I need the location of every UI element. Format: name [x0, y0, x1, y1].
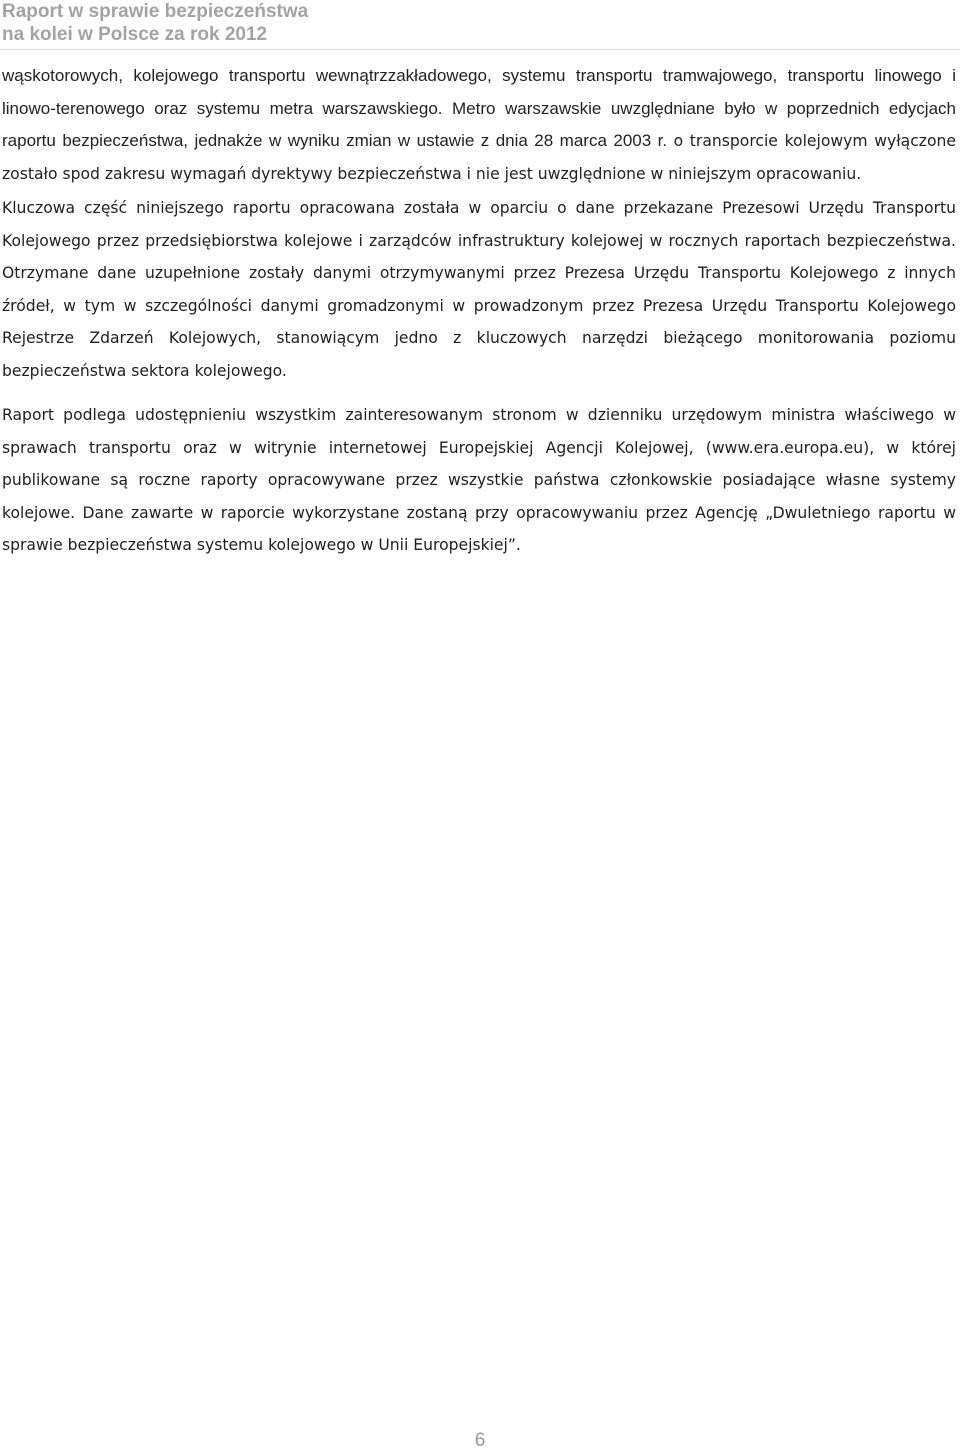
paragraph-1 — [2, 60, 956, 190]
paragraph-1-part-b: o transporcie kolejowym wyłączone zostało spod zakresu wymagań dyrektywy bezpieczeństwa i nie jest uwzględnione w niniejszym opracowaniu. — [2, 132, 957, 183]
paragraph-3: Raport podlega udostępnieniu wszystkim zainteresowanym stronom w dzienniku urzędowym ministra właściwego w sprawach transportu oraz w witrynie internetowej Europejskiej Agencji Kolejowej, (www.era.europa.eu), w której publikowane są roczne raporty opracowywane przez wszystkie państwa członkowskie posiadające własne systemy kolejowe. Dane zawarte w raporcie wykorzystane zostaną przy opracowywaniu przez Agencję „Dwuletniego raportu w sprawie bezpieczeństwa systemu kolejowego w Unii Europejskiej”. — [2, 406, 956, 554]
paragraph-2: Kluczowa część niniejszego raportu opracowana została w oparciu o dane przekazane Prezesowi Urzędu Transportu Kolejowego przez przedsiębiorstwa kolejowe i zarządców infrastruktury kolejowej w rocznych raportach bezpieczeństwa. Otrzymane dane uzupełnione zostały danymi otrzymywanymi przez Prezesa Urzędu Transportu Kolejowego z innych źródeł, w tym w szczególności danymi gromadzonymi w prowadzonym przez Prezesa Urzędu Transportu Kolejowego Rejestrze Zdarzeń Kolejowych, stanowiącym jedno z kluczowych narzędzi bieżącego monitorowania poziomu bezpieczeństwa sektora kolejowego. — [2, 199, 956, 380]
running-header — [2, 0, 502, 46]
document-body — [2, 60, 956, 562]
paragraph-1-part-a: wąskotorowych, kolejowego transportu wewnątrzzakładowego, systemu transportu tramwajowego, transportu linowego i linowo-terenowego oraz systemu metra warszawskiego. Metro warszawskie uwzględniane było w poprzednich edycjach raportu bezpieczeństwa, jednakże w wyniku zmian w ustawie z dnia 28 marca 2003 r. — [2, 66, 956, 150]
header-title-line-2: na kolei w Polsce za rok 2012 — [2, 24, 268, 45]
page-number: 6 — [474, 1430, 486, 1451]
header-divider — [0, 49, 960, 50]
header-title-line-1: Raport w sprawie bezpieczeństwa — [2, 1, 309, 22]
